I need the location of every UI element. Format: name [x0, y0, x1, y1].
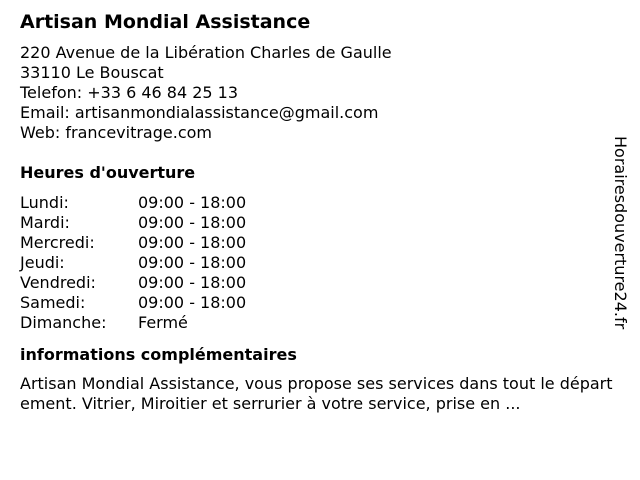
time-value: Fermé: [138, 313, 188, 332]
time-value: 09:00 - 18:00: [138, 293, 247, 312]
day-label: Mardi:: [20, 213, 70, 232]
hours-row: [20, 253, 246, 273]
time-value: 09:00 - 18:00: [138, 253, 247, 272]
hours-heading: Heures d'ouverture: [20, 163, 196, 182]
hours-row: [20, 213, 246, 233]
time-value: 09:00 - 18:00: [138, 273, 247, 292]
day-label: Lundi:: [20, 193, 69, 212]
address-line-2: 33110 Le Bouscat: [20, 63, 164, 82]
info-text: Artisan Mondial Assistance, vous propose ses services dans tout le département. Vitrier, Miroitier et serrurier à votre service, prise en ...: [20, 374, 613, 413]
hours-row: [20, 193, 246, 213]
hours-row: [20, 273, 246, 293]
opening-hours-table: [20, 193, 246, 333]
business-card: [20, 10, 620, 414]
time-value: 09:00 - 18:00: [138, 213, 247, 232]
time-value: 09:00 - 18:00: [138, 233, 247, 252]
email-line: Email: artisanmondialassistance@gmail.com: [20, 103, 379, 122]
day-label: Dimanche:: [20, 313, 107, 332]
day-label: Vendredi:: [20, 273, 96, 292]
hours-row: [20, 233, 246, 253]
phone-line: Telefon: +33 6 46 84 25 13: [20, 83, 239, 102]
info-heading: informations complémentaires: [20, 345, 297, 364]
day-label: Mercredi:: [20, 233, 95, 252]
address-line-1: 220 Avenue de la Libération Charles de Gaulle: [20, 43, 392, 62]
hours-row: [20, 313, 246, 333]
contact-block: [20, 43, 620, 143]
time-value: 09:00 - 18:00: [138, 193, 247, 212]
hours-row: [20, 293, 246, 313]
day-label: Samedi:: [20, 293, 86, 312]
web-line: Web: francevitrage.com: [20, 123, 212, 142]
day-label: Jeudi:: [20, 253, 65, 272]
site-watermark: Horairesdouverture24.fr: [611, 136, 630, 330]
business-name: Artisan Mondial Assistance: [20, 11, 311, 33]
